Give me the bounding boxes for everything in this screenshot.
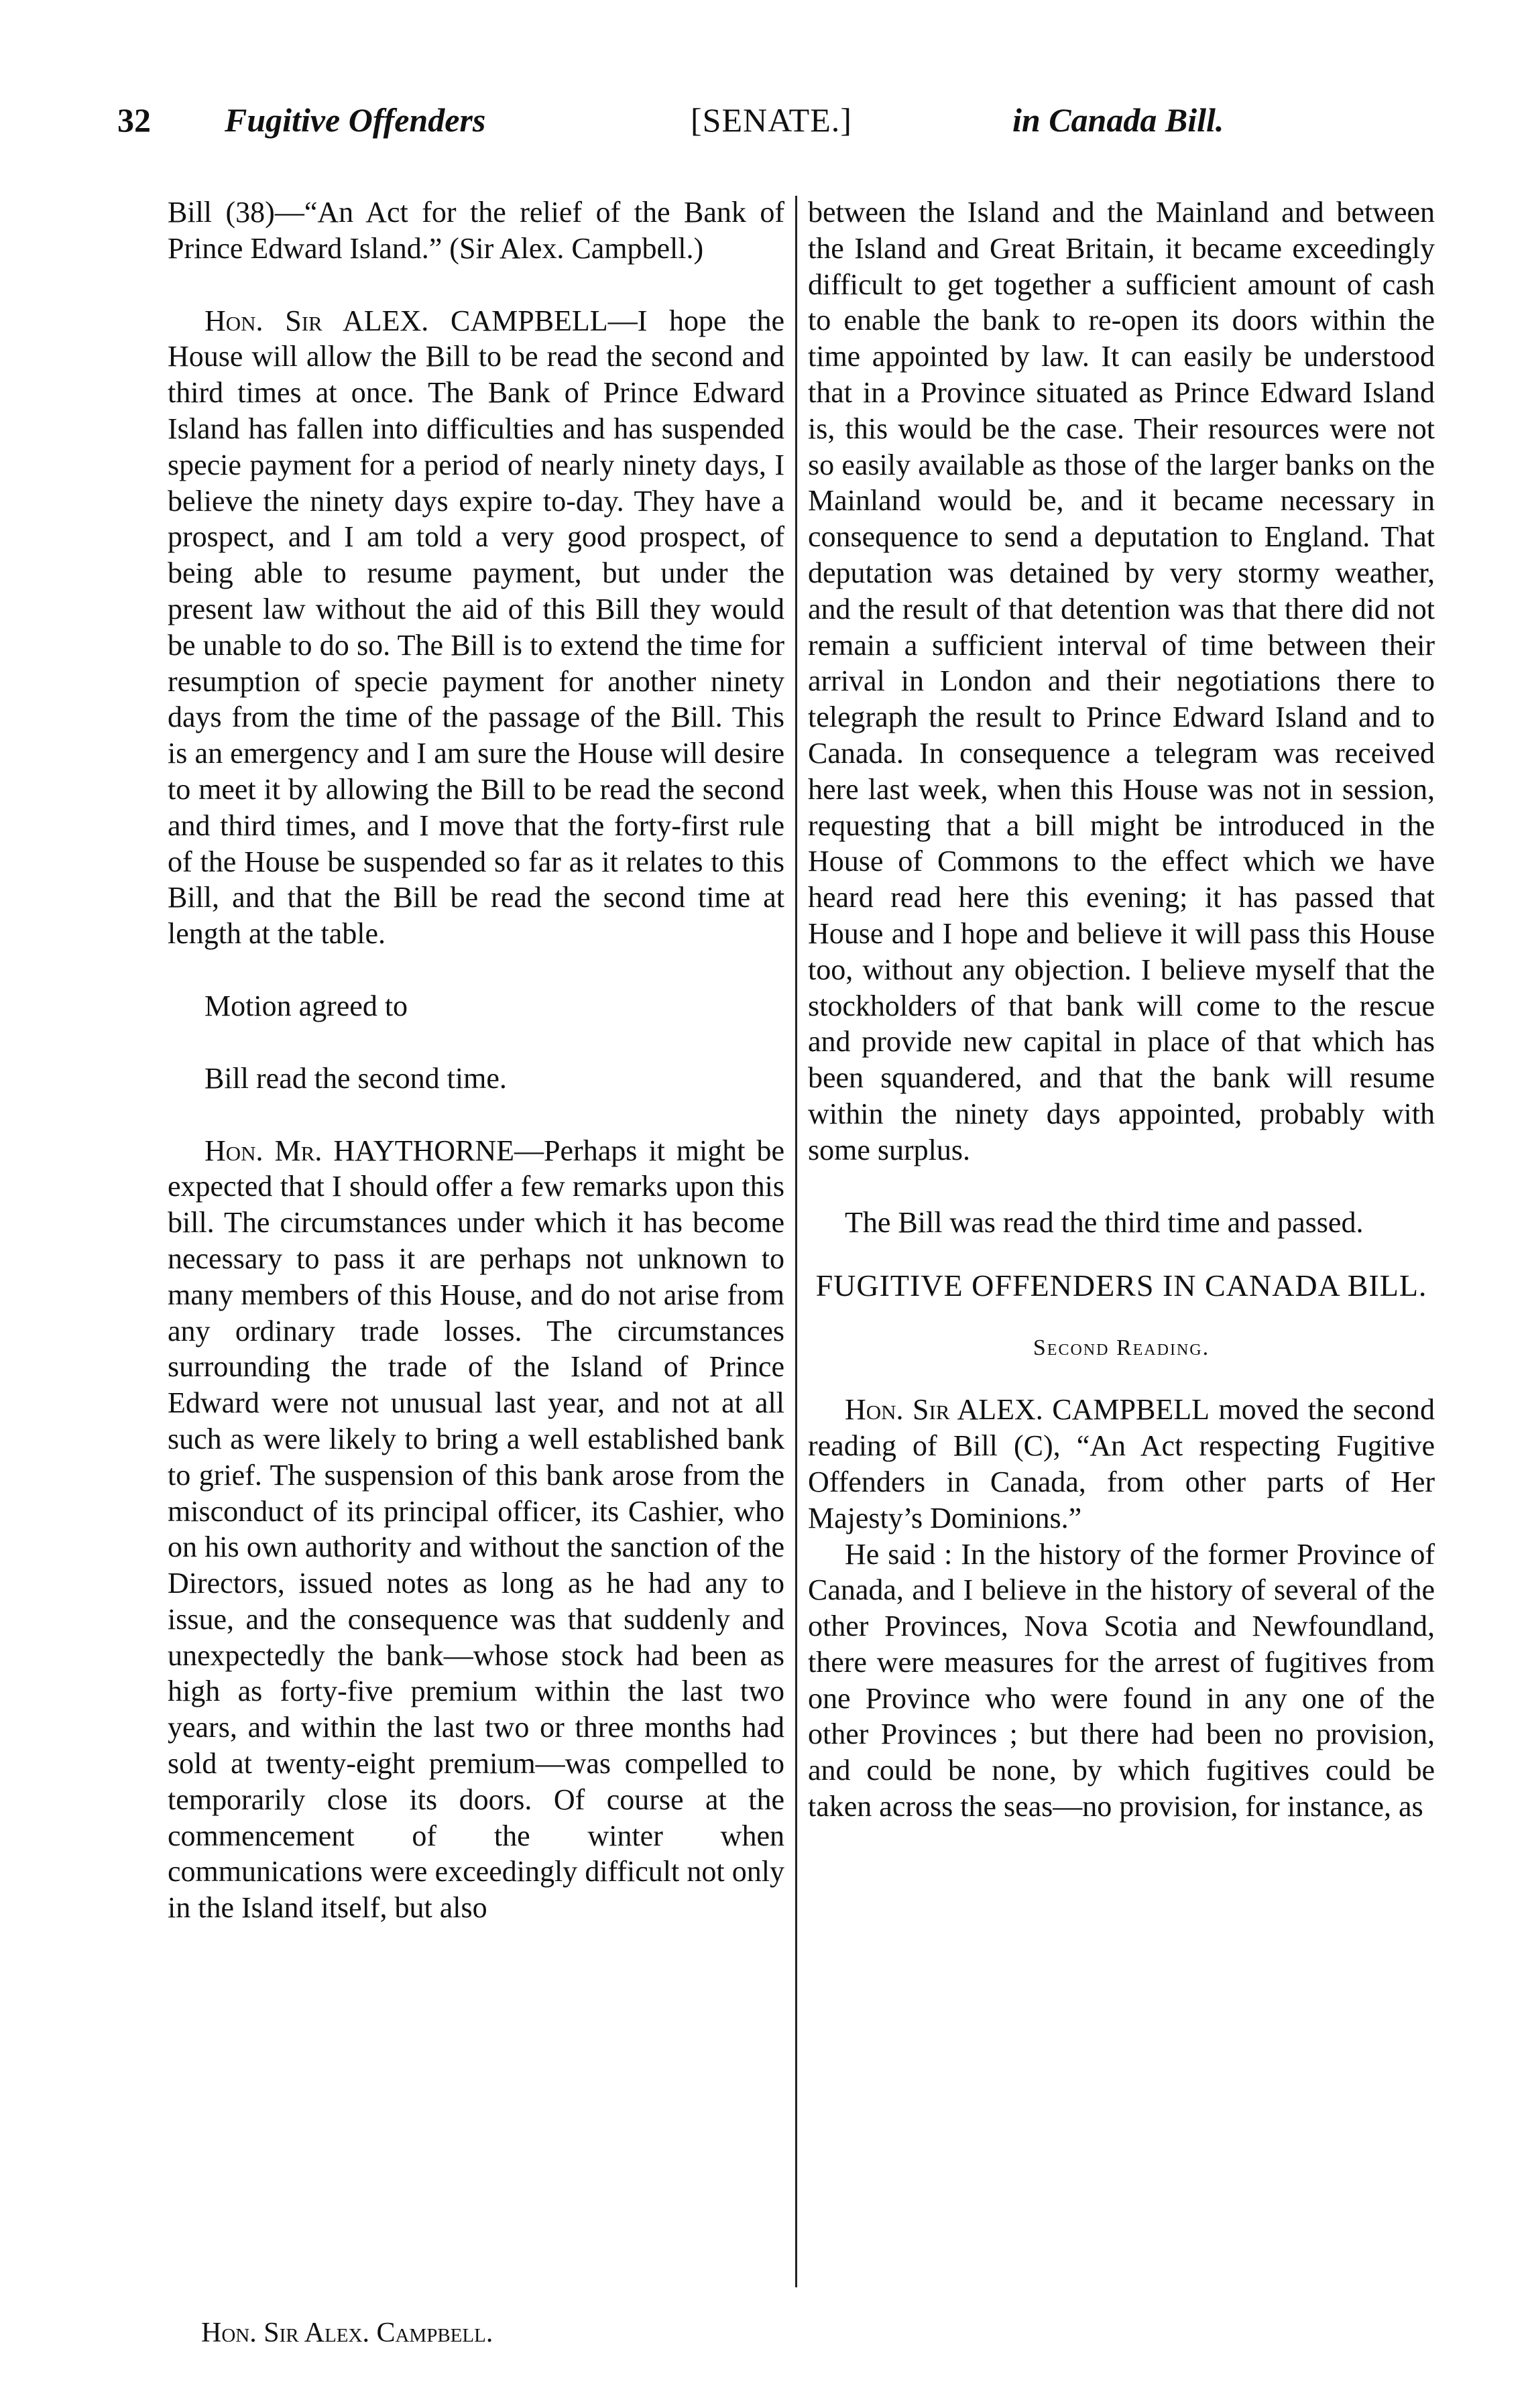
running-title-center: [SENATE.]: [691, 101, 852, 139]
speech-text: moved the second reading of Bill (C), “An Act respecting Fugitive Offenders in Canada, from other parts of Her Majesty’s Dominions.”: [808, 1393, 1435, 1534]
speaker-name: Hon. Sir ALEX. CAMPBELL: [845, 1393, 1210, 1427]
left-column: [168, 194, 784, 1926]
page-footer: Hon. Sir Alex. Campbell.: [201, 2317, 493, 2348]
bill-read-third: The Bill was read the third time and passed.: [845, 1205, 1364, 1239]
campbell-speech-continued: He said : In the history of the former Province of Canada, and I believe in the history of several of the other Provinces, Nova Scotia and Newfoundland, there were measures for the arrest of fugitives from one Province who were found in any one of the other Provinces ; but there had been no provision, and could be none, by which fugitives could be taken across the seas—no provision, for instance, as: [808, 1537, 1435, 1823]
motion-agreed: Motion agreed to: [204, 989, 408, 1022]
campbell-motion: [808, 1392, 1435, 1536]
right-column: [808, 194, 1435, 1825]
campbell-speech: [168, 303, 784, 952]
column-divider: [795, 196, 797, 2287]
bill-title-paragraph: Bill (38)—“An Act for the relief of the Bank of Prince Edward Island.” (Sir Alex. Campbell.): [168, 196, 784, 265]
running-title-left: Fugitive Offenders: [225, 101, 486, 139]
section-subheading: Second Reading.: [1033, 1335, 1210, 1361]
speaker-name: Hon. Sir ALEX. CAMPBELL: [204, 304, 608, 337]
page-number: 32: [117, 101, 151, 139]
haythorne-speech: [168, 1133, 784, 1927]
speech-text: —I hope the House will allow the Bill to be read the second and third times at once. The Bank of Prince Edward Island has fallen into difficulties and has suspended specie payment for a period of nearly ninety days, I believe the ninety days expire to-day. They have a prospect, and I am told a very good prospect, of being able to resume payment, but under the present law without the aid of this Bill they would be unable to do so. The Bill is to extend the time for resumption of specie payment for another ninety days from the time of the passage of the Bill. This is an emergency and I am sure the House will desire to meet it by allowing the Bill to be read the second and third times, and I move that the forty-first rule of the House be suspended so far as it relates to this Bill, and that the Bill be read the second time at length at the table.: [168, 304, 785, 951]
speaker-name: Hon. Mr. HAYTHORNE: [204, 1134, 515, 1167]
continued-speech: between the Island and the Mainland and between the Island and Great Britain, it became exceedingly difficult to get together a sufficient amount of cash to enable the bank to re-open its doors within the time appointed by law. It can easily be understood that in a Province situated as Prince Edward Island is, this would be the case. Their resources were not so easily available as those of the larger banks on the Mainland would be, and it became necessary in consequence to send a deputation to England. That deputation was detained by very stormy weather, and the result of that detention was that there did not remain a sufficient interval of time between their arrival in London and their negotiations there to telegraph the result to Prince Edward Island and to Canada. In consequence a telegram was received here last week, when this House was not in session, requesting that a bill might be introduced in the House of Commons to the effect which we have heard read here this evening; it has passed that House and I hope and believe it will pass this House too, without any objection. I believe myself that the stockholders of that bank will come to the rescue and provide new capital in place of that which has been squandered, and that the bank will resume within the ninety days appointed, probably with some surplus.: [808, 196, 1435, 1166]
section-heading: FUGITIVE OFFENDERS IN CANADA BILL.: [815, 1268, 1427, 1303]
running-header: [117, 101, 1431, 161]
running-title-right: in Canada Bill.: [1012, 101, 1224, 139]
bill-read-second: Bill read the second time.: [204, 1061, 507, 1095]
speech-text: —Perhaps it might be expected that I should offer a few remarks upon this bill. The circumstances under which it has become necessary to pass it are perhaps not unknown to many members of this House, and do not arise from any ordinary trade losses. The circumstances surrounding the trade of the Island of Prince Edward were not unusual last year, and not at all such as were likely to bring a well established bank to grief. The suspension of this bank arose from the misconduct of its principal officer, its Cashier, who on his own authority and without the sanction of the Directors, issued notes as long as he had any to issue, and the consequence was that suddenly and unexpectedly the bank—whose stock had been as high as forty-five premium within the last two years, and within the last two or three months had sold at twenty-eight premium—was compelled to temporarily close its doors. Of course at the commencement of the winter when communications were exceedingly difficult not only in the Island itself, but also: [168, 1134, 784, 1925]
